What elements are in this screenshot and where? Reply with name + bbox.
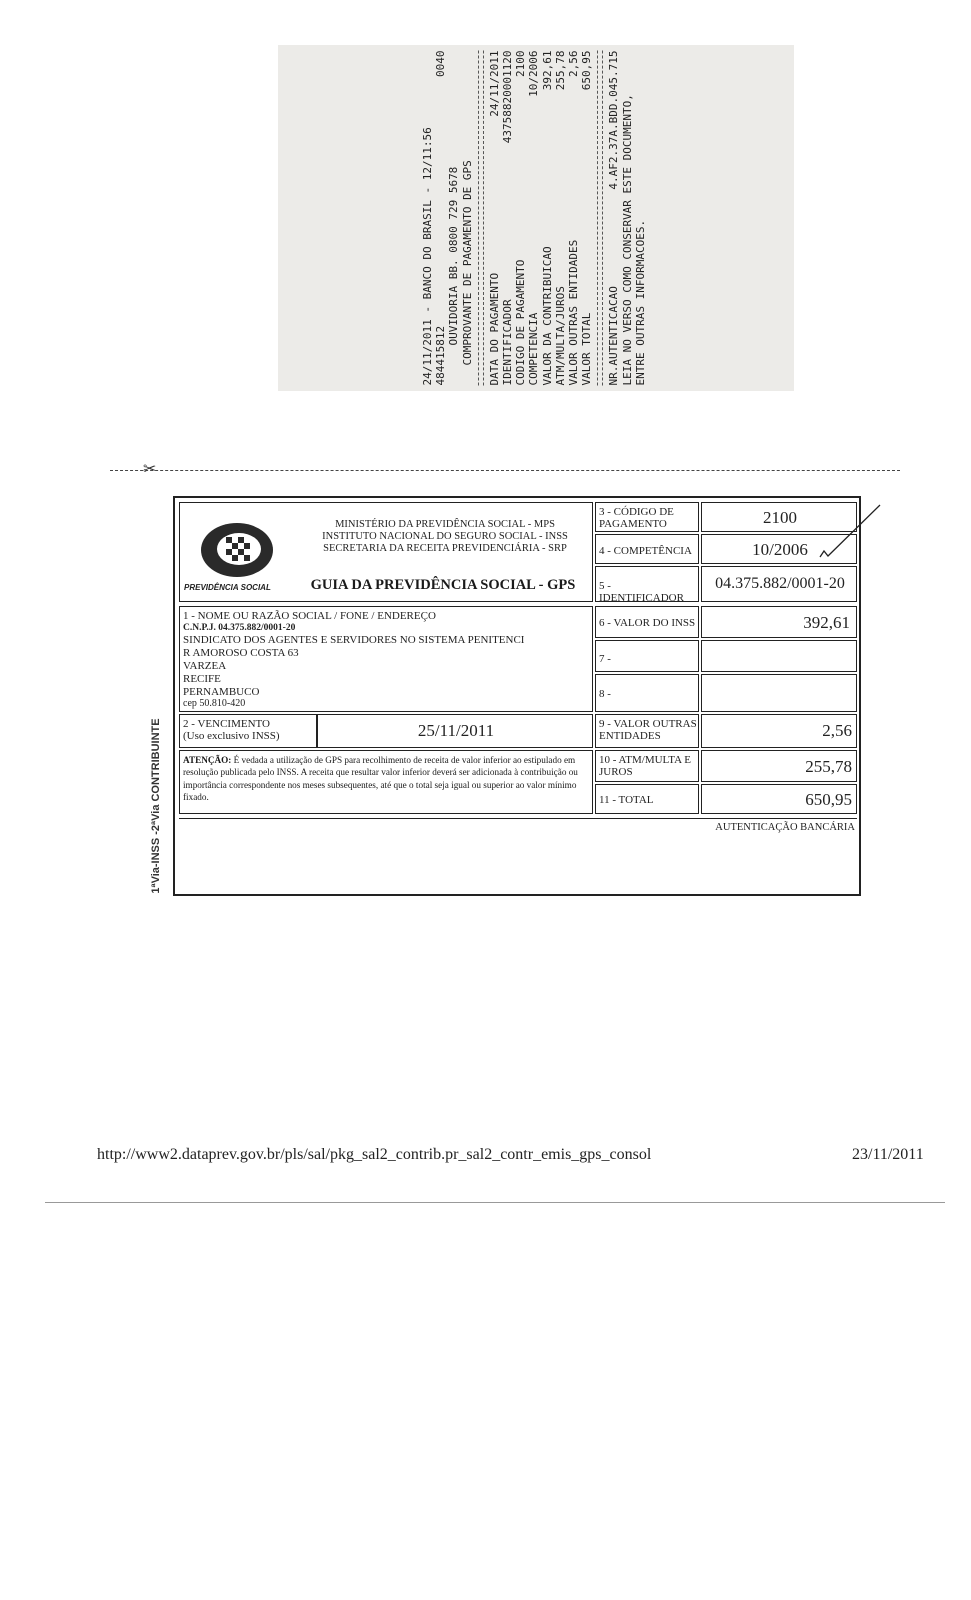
field-4-value-cell	[701, 534, 857, 564]
field-5-label: 5 - IDENTIFICADOR	[599, 580, 684, 604]
gps-form	[173, 496, 861, 896]
receipt-auth-code: 484415812	[434, 325, 448, 386]
field-1-contributor	[179, 606, 593, 712]
scissors-icon: ✂	[143, 459, 157, 478]
field-11-label-cell	[595, 784, 699, 814]
receipt-field-row: DATA DO PAGAMENTO 24/11/2011	[487, 50, 501, 386]
field-11-label: 11 - TOTAL	[599, 794, 654, 806]
field-1-address: R AMOROSO COSTA 63	[183, 647, 299, 659]
field-1-cep: cep 50.810-420	[183, 698, 246, 709]
field-6-label-cell	[595, 606, 699, 638]
field-5-label-cell	[595, 566, 699, 602]
receipt-field-row: VALOR TOTAL 650,95	[580, 50, 594, 386]
field-6-value-cell	[701, 606, 857, 638]
field-1-district: VARZEA	[183, 660, 227, 672]
footer-divider	[45, 1202, 945, 1203]
header-line-2: INSTITUTO NACIONAL DO SEGURO SOCIAL - INSS	[322, 531, 568, 542]
receipt-ouvidoria: OUVIDORIA BB. 0800 729 5678	[447, 166, 461, 346]
field-7-value-cell	[701, 640, 857, 672]
field-1-state: PERNAMBUCO	[183, 686, 260, 698]
field-8-label: 8 -	[599, 688, 611, 700]
form-header	[179, 502, 593, 602]
field-5-value-cell	[701, 566, 857, 602]
receipt-separator	[483, 51, 484, 386]
field-3-label-cell	[595, 502, 699, 532]
atencao-notice	[179, 750, 593, 814]
field-2-sublabel: (Uso exclusivo INSS)	[183, 730, 280, 742]
field-8-value-cell	[701, 674, 857, 712]
autenticacao-label: AUTENTICAÇÃO BANCÁRIA	[715, 822, 855, 833]
field-5-value: 04.375.882/0001-20	[715, 575, 845, 592]
receipt-separator	[478, 51, 479, 386]
receipt-field-row: VALOR DA CONTRIBUICAO 392,61	[540, 50, 554, 386]
bank-receipt-content	[421, 51, 651, 386]
field-7-label: 7 -	[599, 653, 611, 665]
receipt-field-row: IDENTIFICADOR 43758820001120	[501, 50, 515, 386]
logo-text: PREVIDÊNCIA SOCIAL	[184, 583, 271, 592]
field-9-value-cell	[701, 714, 857, 748]
receipt-separator	[602, 51, 603, 386]
previdencia-logo-icon	[198, 519, 276, 581]
header-line-1: MINISTÉRIO DA PREVIDÊNCIA SOCIAL - MPS	[335, 519, 555, 530]
field-4-value: 10/2006	[752, 540, 808, 559]
pen-check-mark	[814, 501, 884, 561]
receipt-terminal: 0040	[434, 50, 448, 77]
receipt-field-row: VALOR OUTRAS ENTIDADES 2,56	[567, 50, 581, 386]
field-2-value: 25/11/2011	[417, 721, 495, 740]
receipt-field-row: CODIGO DE PAGAMENTO 2100	[514, 50, 528, 386]
field-6-label: 6 - VALOR DO INSS	[599, 617, 696, 629]
atencao-block	[183, 754, 587, 804]
receipt-separator	[597, 51, 598, 386]
field-9-label: 9 - VALOR OUTRAS ENTIDADES	[599, 718, 697, 742]
field-2-label: 2 - VENCIMENTO	[183, 718, 270, 730]
autenticacao-area	[179, 818, 857, 892]
footer-url: http://www2.dataprev.gov.br/pls/sal/pkg_sal2_contrib.pr_sal2_contr_emis_gps_consol	[97, 1146, 652, 1163]
field-6-value: 392,61	[803, 613, 850, 632]
receipt-autenticacao-row: NR.AUTENTICACAO 4.AF2.37A.BDD.045.715	[607, 50, 621, 386]
via-side-text: 1ªVia-INSS -2ªVia CONTRIBUINTE	[150, 718, 162, 894]
field-2-value-cell	[317, 714, 593, 748]
header-line-3: SECRETARIA DA RECEITA PREVIDENCIÁRIA - SRP	[323, 543, 567, 554]
receipt-title: COMPROVANTE DE PAGAMENTO DE GPS	[460, 160, 474, 366]
footer-date: 23/11/2011	[852, 1146, 924, 1163]
field-11-value-cell	[701, 784, 857, 814]
field-1-label: 1 - NOME OU RAZÃO SOCIAL / FONE / ENDEREÇO	[183, 610, 436, 622]
form-title: GUIA DA PREVIDÊNCIA SOCIAL - GPS	[310, 577, 576, 593]
atencao-text: É vedada a utilização de GPS para recolhimento de receita de valor inferior ao estipulado em resolução publicada pelo INSS. A receita que resultar valor inferior deverá ser adicionada à contribuição ou importância correspondente nos meses subsequentes, até que o total seja igual ou superior ao valor mínimo fixado.	[183, 755, 578, 803]
field-1-cnpj: C.N.P.J. 04.375.882/0001-20	[183, 623, 296, 633]
field-10-label: 10 - ATM/MULTA E JUROS	[599, 754, 691, 778]
field-9-label-cell	[595, 714, 699, 748]
field-11-value: 650,95	[805, 790, 852, 809]
receipt-field-row: ATM/MULTA/JUROS 255,78	[553, 50, 567, 386]
field-1-city: RECIFE	[183, 673, 221, 685]
receipt-footer-line: LEIA NO VERSO COMO CONSERVAR ESTE DOCUMENTO,	[620, 94, 634, 386]
field-2-label-cell	[179, 714, 317, 748]
field-8-label-cell	[595, 674, 699, 712]
field-10-value: 255,78	[805, 757, 852, 776]
receipt-footer-line: ENTRE OUTRAS INFORMACOES.	[633, 219, 647, 386]
field-10-label-cell	[595, 750, 699, 782]
field-1-name: SINDICATO DOS AGENTES E SERVIDORES NO SISTEMA PENITENCI	[183, 634, 525, 646]
field-7-label-cell	[595, 640, 699, 672]
field-9-value: 2,56	[822, 721, 852, 740]
atencao-title: ATENÇÃO:	[183, 755, 232, 765]
field-4-label: 4 - COMPETÊNCIA	[599, 545, 692, 557]
field-4-label-cell	[595, 534, 699, 564]
receipt-field-row: COMPETENCIA 10/2006	[527, 50, 541, 386]
field-10-value-cell	[701, 750, 857, 782]
field-3-value: 2100	[763, 508, 797, 527]
field-3-label: 3 - CÓDIGO DE PAGAMENTO	[599, 506, 674, 530]
receipt-header-line: 24/11/2011 - BANCO DO BRASIL - 12/11:56	[421, 127, 434, 386]
cut-line	[110, 470, 900, 471]
